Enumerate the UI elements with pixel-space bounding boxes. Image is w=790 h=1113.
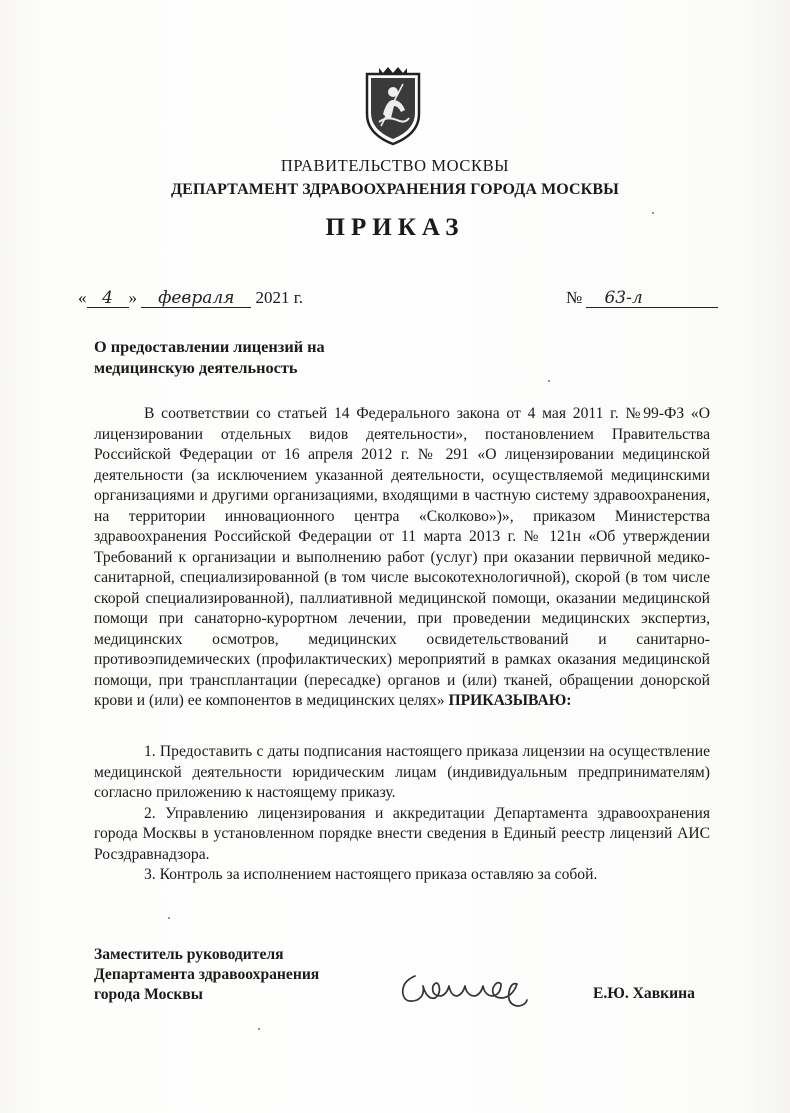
date-day: 4: [102, 288, 113, 308]
order-item-3: 3. Контроль за исполнением настоящего приказа оставляю за собой.: [144, 866, 598, 883]
preamble-text: В соответствии со статьей 14 Федерального закона от 4 мая 2011 г. №99-ФЗ «О лицензировании отдельных видов деятельности», постановлением Правительства Российской Федерации от 16 апреля 2012 г. № 291 «О лицензировании медицинской деятельности (за исключением указанной деятельности, осуществляемой медицинскими организациями и другими организациями, входящими в частную систему здравоохранения, на территории инновационного центра «Сколково»)», приказом Министерства здравоохранения Российской Федерации от 11 марта 2013 г. № 121н «Об утверждении Требований к организации и выполнению работ (услуг) при оказании первичной медико-санитарной, специализированной (в том числе высокотехнологичной), скорой (в том числе скорой специализированной), паллиативной медицинской помощи, оказании медицинской помощи при санаторно-курортном лечении, при проведении медицинских экспертиз, медицинских осмотров, медицинских освидетельствований и санитарно-противоэпидемических (профилактических) мероприятий в рамках оказания медицинской помощи, при трансплантации (пересадке) органов и (или) тканей, обращении донорской крови и (или) ее компонентов в медицинских целях»: [94, 405, 710, 709]
order-items: [94, 742, 710, 886]
number-value: 63-л: [604, 288, 643, 308]
command-word: ПРИКАЗЫВАЮ:: [448, 692, 572, 709]
date-year: 2021: [255, 288, 290, 307]
preamble: [94, 404, 710, 712]
order-date: [78, 288, 303, 308]
scan-speck: [548, 380, 550, 382]
subject-line-2: медицинскую деятельность: [94, 358, 298, 377]
signatory-title: [94, 945, 374, 1005]
scan-speck: [652, 212, 654, 214]
signatory-title-line-2: Департамента здравоохранения: [94, 966, 320, 983]
subject-line-1: О предоставлении лицензий на: [94, 337, 325, 356]
date-year-suffix: г.: [293, 288, 304, 307]
number-label: №: [566, 288, 583, 307]
moscow-coat-of-arms-icon: [357, 62, 429, 148]
order-subject: [94, 336, 394, 378]
signatory-title-line-1: Заместитель руководителя: [94, 946, 284, 963]
order-item-2: 2. Управлению лицензирования и аккредитации Департамента здравоохранения города Москвы в установленном порядке внести сведения в Единый реестр лицензий АИС Росздравнадзора.: [94, 804, 710, 863]
order-number: [566, 288, 718, 308]
date-open-quote: «: [78, 288, 87, 307]
scan-speck: [168, 917, 170, 919]
signatory-title-line-3: города Москвы: [94, 986, 203, 1003]
date-close-quote: »: [128, 288, 137, 307]
department-name: ДЕПАРТАМЕНТ ЗДРАВООХРАНЕНИЯ ГОРОДА МОСКВЫ: [171, 181, 619, 198]
government-name: ПРАВИТЕЛЬСТВО МОСКВЫ: [280, 156, 510, 175]
order-item-1: 1. Предоставить с даты подписания настоящего приказа лицензии на осуществление медицинской деятельности юридическим лицам (индивидуальным предпринимателям) согласно приложению к настоящему приказу.: [94, 743, 710, 801]
handwritten-signature-icon: [393, 960, 553, 1010]
signatory-name: Е.Ю. Хавкина: [593, 985, 695, 1002]
document-type-title: ПРИКАЗ: [325, 214, 465, 241]
date-month: февраля: [158, 288, 235, 308]
scan-speck: [258, 1028, 260, 1030]
